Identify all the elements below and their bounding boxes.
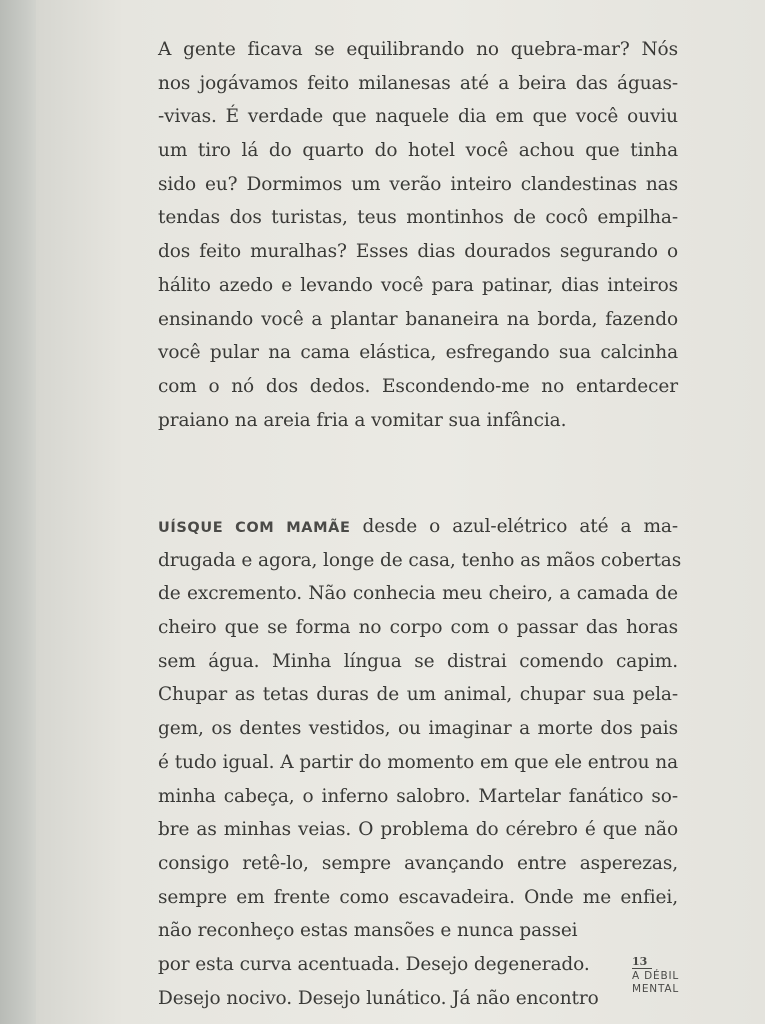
first-line-text: desde o azul-elétrico até a ma- (350, 516, 679, 537)
text-line: sempre em frente como escavadeira. Onde me enfiei, (158, 886, 678, 908)
page-footer-marker (632, 955, 702, 995)
text-line: Chupar as tetas duras de um animal, chupar sua pela- (158, 684, 678, 706)
text-line: drugada e agora, longe de casa, tenho as mãos cobertas (158, 549, 682, 571)
text-line: consigo retê-lo, sempre avançando entre asperezas, (158, 852, 678, 874)
text-line: não reconheço estas mansões e nunca passei (158, 920, 578, 942)
text-line: Desejo nocivo. Desejo lunático. Já não encontro (158, 987, 599, 1009)
text-line: minha cabeça, o inferno salobro. Martelar fanático so- (158, 785, 678, 807)
running-title-line-2: MENTAL (632, 983, 679, 995)
section-heading: UÍSQUE COM MAMÃE (158, 520, 351, 536)
text-line: é tudo igual. A partir do momento em que ele entrou na (158, 751, 678, 773)
text-line: você pular na cama elástica, esfregando sua calcinha (158, 342, 678, 364)
text-line: A gente ficava se equilibrando no quebra-mar? Nós (158, 39, 678, 60)
text-line: com o nó dos dedos. Escondendo-me no entardecer (158, 375, 678, 397)
paragraph-2 (158, 510, 682, 1015)
text-line: um tiro lá do quarto do hotel você achou que tinha (158, 140, 678, 162)
text-line: tendas dos turistas, teus montinhos de cocô empilha- (158, 207, 678, 229)
text-line: bre as minhas veias. O problema do cérebro é que não (158, 819, 678, 841)
text-line: por esta curva acentuada. Desejo degenerado. (158, 953, 590, 975)
text-line: -vivas. É verdade que naquele dia em que você ouviu (158, 106, 678, 128)
text-line: sido eu? Dormimos um verão inteiro clandestinas nas (158, 173, 678, 195)
text-line: nos jogávamos feito milanesas até a beira das águas- (158, 72, 678, 94)
text-line: gem, os dentes vestidos, ou imaginar a morte dos pais (158, 718, 678, 740)
paragraph-1 (158, 33, 678, 437)
text-line: praiano na areia fria a vomitar sua infância. (158, 409, 567, 431)
text-line: sem água. Minha língua se distrai comendo capim. (158, 650, 678, 672)
running-title-line-1: A DÉBIL (632, 970, 679, 982)
text-line: de excremento. Não conhecia meu cheiro, a camada de (158, 583, 678, 605)
first-line (158, 510, 678, 544)
text-line: ensinando você a plantar bananeira na borda, fazendo (158, 308, 678, 330)
text-line: hálito azedo e levando você para patinar, dias inteiros (158, 274, 678, 296)
page-number: 13 (632, 955, 652, 969)
text-line: dos feito muralhas? Esses dias dourados segurando o (158, 241, 678, 263)
text-line: cheiro que se forma no corpo com o passar das horas (158, 617, 678, 639)
